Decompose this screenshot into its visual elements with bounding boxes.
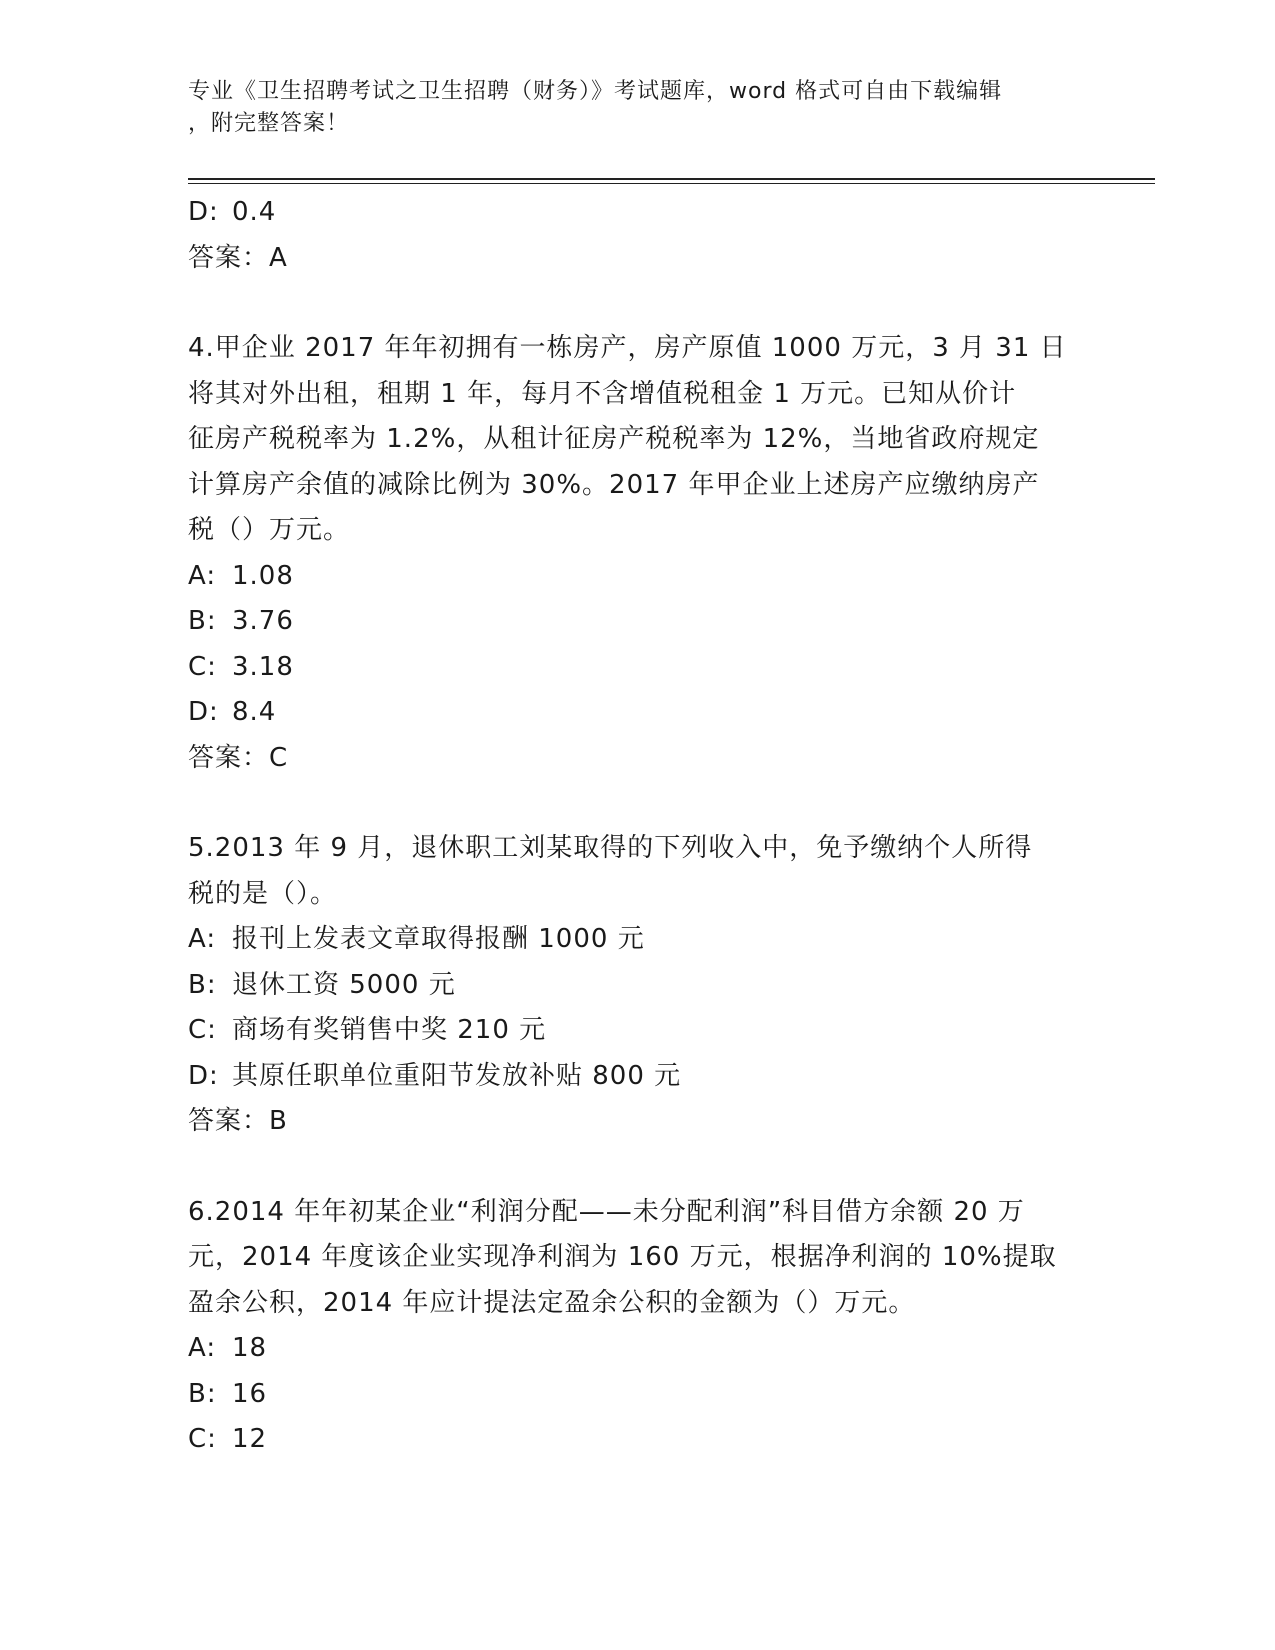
header-divider-thin — [188, 183, 1155, 184]
document-header — [188, 76, 1088, 140]
option-c: C: 商场有奖销售中奖 210 元 — [188, 1015, 547, 1045]
question-6 — [188, 1190, 1088, 1463]
answer-line: 答案：A — [188, 242, 288, 273]
option-a: A: 18 — [188, 1333, 268, 1363]
option-a: A: 报刊上发表文章取得报酬 1000 元 — [188, 924, 645, 954]
question-stem-line: 5.2013 年 9 月，退休职工刘某取得的下列收入中，免予缴纳个人所得 — [188, 833, 1033, 863]
document-body — [188, 190, 1088, 1463]
option-c: C: 3.18 — [188, 651, 294, 682]
answer-line: 答案：C — [188, 742, 289, 773]
answer-line: 答案：B — [188, 1106, 288, 1136]
question-5 — [188, 826, 1088, 1145]
option-d: D: 其原任职单位重阳节发放补贴 800 元 — [188, 1060, 682, 1091]
option-c: C: 12 — [188, 1424, 268, 1454]
question-stem-line: 税的是（）。 — [188, 878, 338, 909]
header-divider-thick — [188, 178, 1155, 180]
header-line-2: ，附完整答案！ — [188, 111, 350, 136]
option-b: B: 3.76 — [188, 606, 294, 636]
option-d: D: 0.4 — [188, 197, 277, 227]
question-stem-line: 计算房产余值的减除比例为 30%。2017 年甲企业上述房产应缴纳房产 — [188, 469, 1040, 500]
question-stem-line: 盈余公积，2014 年应计提法定盈余公积的金额为（）万元。 — [188, 1287, 916, 1318]
question-stem-line: 将其对外出租，租期 1 年，每月不含增值税租金 1 万元。已知从价计 — [188, 378, 1017, 409]
option-a: A: 1.08 — [188, 560, 294, 591]
question-4 — [188, 326, 1088, 781]
option-b: B: 16 — [188, 1378, 268, 1409]
question-stem-line: 元，2014 年度该企业实现净利润为 160 万元，根据净利润的 10%提取 — [188, 1242, 1057, 1272]
question-stem-line: 4.甲企业 2017 年年初拥有一栋房产，房产原值 1000 万元，3 月 31 日 — [188, 333, 1067, 363]
question-stem-line: 征房产税税率为 1.2%，从租计征房产税税率为 12%，当地省政府规定 — [188, 424, 1040, 454]
question-stem-line: 6.2014 年年初某企业“利润分配——未分配利润”科目借方余额 20 万 — [188, 1196, 1025, 1227]
question-stem-line: 税（）万元。 — [188, 515, 351, 545]
option-d: D: 8.4 — [188, 697, 277, 727]
option-b: B: 退休工资 5000 元 — [188, 969, 456, 1000]
header-line-1: 专业《卫生招聘考试之卫生招聘（财务）》考试题库，word 格式可自由下载编辑 — [188, 79, 1003, 104]
